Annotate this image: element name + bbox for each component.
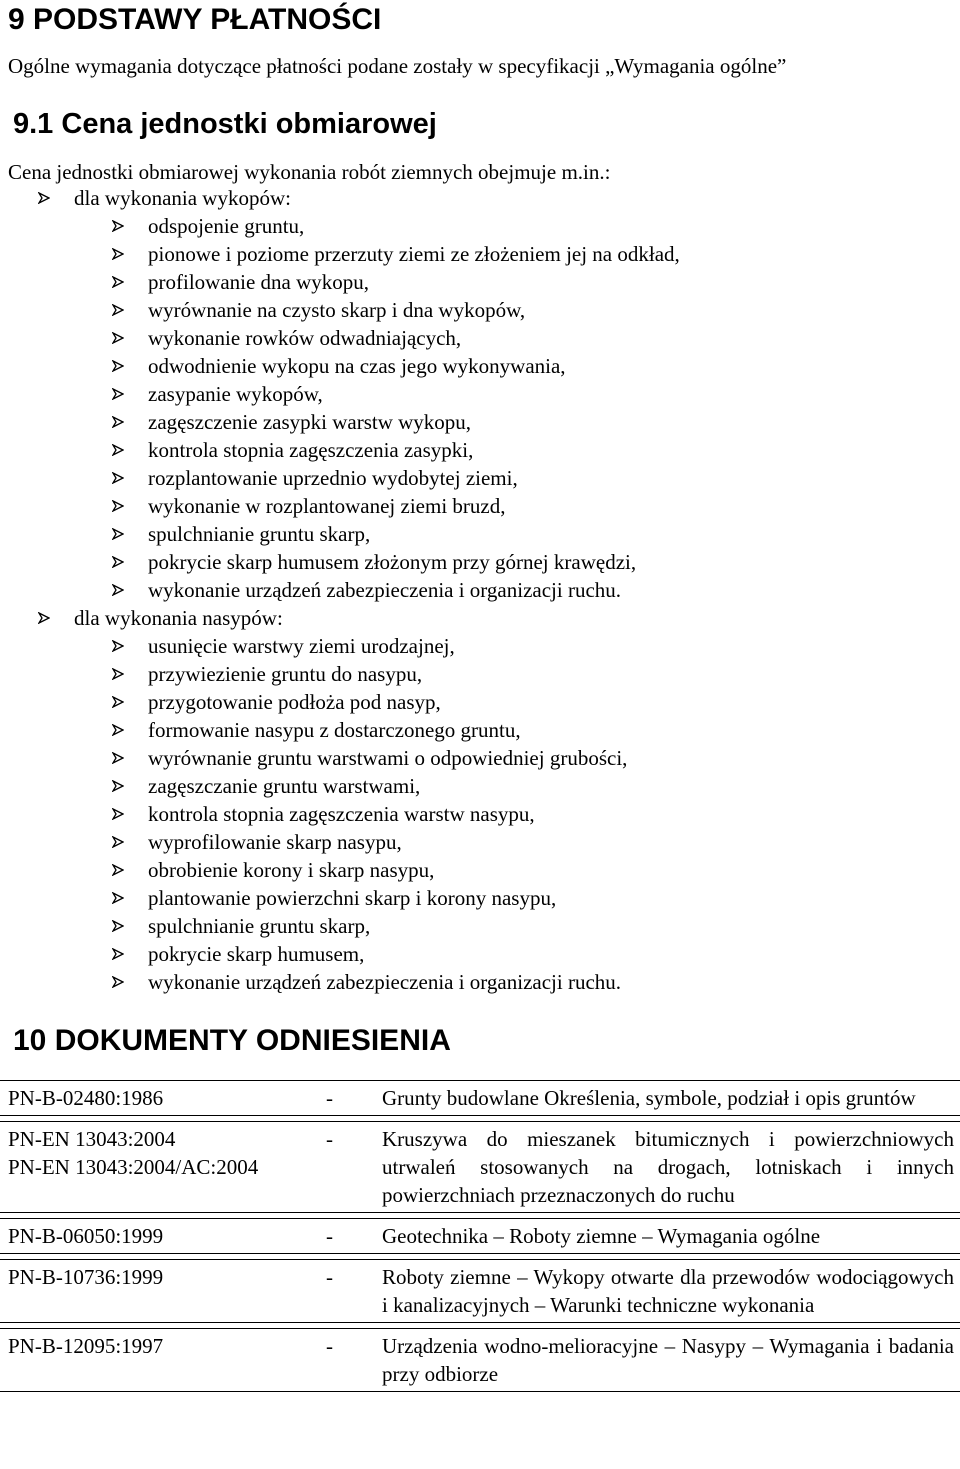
list-item-text: plantowanie powierzchni skarp i korony nasypu,: [148, 885, 557, 910]
list-item: [0, 408, 960, 436]
arrowhead-bullet-icon: [112, 920, 124, 932]
list-item: [0, 744, 960, 772]
reference-documents-table: [0, 1075, 960, 1397]
list-item: [0, 352, 960, 380]
arrowhead-bullet-icon: [112, 304, 124, 316]
list-item: [0, 268, 960, 296]
list-item-text: zagęszczanie gruntu warstwami,: [148, 773, 421, 798]
list-item-text: pokrycie skarp humusem,: [148, 941, 365, 966]
section-9-1-title: 9.1 Cena jednostki obmiarowej: [13, 108, 437, 140]
arrowhead-bullet-icon: [112, 892, 124, 904]
standard-description: Urządzenia wodno-melioracyjne – Nasypy – Wymagania i badania przy odbiorze: [382, 1328, 960, 1392]
table-row: [0, 1259, 960, 1323]
standard-code: PN-B-10736:1999: [8, 1265, 164, 1289]
list-item-text: wyrównanie gruntu warstwami o odpowiedniej grubości,: [148, 745, 628, 770]
list-item: [0, 548, 960, 576]
arrowhead-bullet-icon: [112, 584, 124, 596]
group-heading-text: dla wykonania wykopów:: [74, 185, 291, 210]
list-item: [0, 520, 960, 548]
list-item-text: przywiezienie gruntu do nasypu,: [148, 661, 423, 686]
list-item-text: wykonanie w rozplantowanej ziemi bruzd,: [148, 493, 506, 518]
list-item-text: kontrola stopnia zagęszczenia zasypki,: [148, 437, 474, 462]
list-item-text: wykonanie urządzeń zabezpieczenia i organizacji ruchu.: [148, 969, 622, 994]
list-item-text: przygotowanie podłoża pod nasyp,: [148, 689, 441, 714]
arrowhead-bullet-icon: [112, 668, 124, 680]
standard-description: Grunty budowlane Określenia, symbole, podział i opis gruntów: [382, 1080, 960, 1116]
list-item-text: spulchnianie gruntu skarp,: [148, 913, 371, 938]
standard-code: PN-B-06050:1999: [8, 1224, 164, 1248]
list-item-text: formowanie nasypu z dostarczonego gruntu,: [148, 717, 521, 742]
list-item-text: spulchnianie gruntu skarp,: [148, 521, 371, 546]
list-item: [0, 968, 960, 996]
arrowhead-bullet-icon: [112, 332, 124, 344]
list-item: [0, 492, 960, 520]
list-item-text: odwodnienie wykopu na czas jego wykonywania,: [148, 353, 566, 378]
arrowhead-bullet-icon: [38, 192, 50, 204]
standard-code: PN-B-12095:1997: [8, 1334, 164, 1358]
arrowhead-bullet-icon: [112, 808, 124, 820]
arrowhead-bullet-icon: [112, 556, 124, 568]
list-item: [0, 464, 960, 492]
list-item-text: profilowanie dna wykopu,: [148, 269, 370, 294]
list-item-text: rozplantowanie uprzednio wydobytej ziemi,: [148, 465, 518, 490]
standard-code-cell: [0, 1121, 318, 1213]
list-item: [0, 772, 960, 800]
list-item-text: obrobienie korony i skarp nasypu,: [148, 857, 435, 882]
standard-code: PN-EN 13043:2004: [8, 1127, 176, 1151]
table-row: [0, 1218, 960, 1254]
table-row: [0, 1328, 960, 1392]
standard-code: PN-EN 13043:2004/AC:2004: [8, 1155, 259, 1179]
list-item: [0, 912, 960, 940]
arrowhead-bullet-icon: [112, 444, 124, 456]
arrowhead-bullet-icon: [112, 724, 124, 736]
list-item: [0, 660, 960, 688]
list-item: [0, 380, 960, 408]
standard-code: PN-B-02480:1986: [8, 1086, 164, 1110]
standard-description: Roboty ziemne – Wykopy otwarte dla przewodów wodociągowych i kanalizacyjnych – Warunki techniczne wykonania: [382, 1259, 960, 1323]
arrowhead-bullet-icon: [112, 780, 124, 792]
table-row: [0, 1080, 960, 1116]
section-9-intro: Ogólne wymagania dotyczące płatności podane zostały w specyfikacji „Wymagania ogólne”: [8, 54, 787, 78]
standard-code-cell: [0, 1259, 318, 1323]
arrowhead-bullet-icon: [112, 836, 124, 848]
scope-of-work-list: [0, 184, 960, 996]
standard-code-cell: [0, 1080, 318, 1116]
list-item-text: pionowe i poziome przerzuty ziemi ze złożeniem jej na odkład,: [148, 241, 680, 266]
list-item-text: wykonanie rowków odwadniających,: [148, 325, 462, 350]
list-item-text: kontrola stopnia zagęszczenia warstw nasypu,: [148, 801, 535, 826]
list-item-text: zagęszczenie zasypki warstw wykopu,: [148, 409, 472, 434]
arrowhead-bullet-icon: [38, 612, 50, 624]
group-heading-text: dla wykonania nasypów:: [74, 605, 283, 630]
arrowhead-bullet-icon: [112, 696, 124, 708]
list-item: [0, 940, 960, 968]
list-item: [0, 240, 960, 268]
section-10-title: 10 DOKUMENTY ODNIESIENIA: [13, 1024, 451, 1057]
list-item-text: wyprofilowanie skarp nasypu,: [148, 829, 402, 854]
group-heading: [0, 604, 960, 632]
list-item: [0, 632, 960, 660]
section-9-1-intro: Cena jednostki obmiarowej wykonania robót ziemnych obejmuje m.in.:: [8, 160, 611, 184]
arrowhead-bullet-icon: [112, 276, 124, 288]
list-item: [0, 884, 960, 912]
arrowhead-bullet-icon: [112, 976, 124, 988]
list-item: [0, 212, 960, 240]
standard-code-cell: [0, 1328, 318, 1392]
standard-code-cell: [0, 1218, 318, 1254]
list-item: [0, 688, 960, 716]
arrowhead-bullet-icon: [112, 640, 124, 652]
list-item: [0, 800, 960, 828]
separator-dash: -: [318, 1328, 382, 1392]
table-row: [0, 1121, 960, 1213]
group-heading: [0, 184, 960, 212]
list-item: [0, 856, 960, 884]
list-item: [0, 436, 960, 464]
arrowhead-bullet-icon: [112, 416, 124, 428]
arrowhead-bullet-icon: [112, 528, 124, 540]
list-item-text: zasypanie wykopów,: [148, 381, 323, 406]
arrowhead-bullet-icon: [112, 388, 124, 400]
separator-dash: -: [318, 1218, 382, 1254]
arrowhead-bullet-icon: [112, 472, 124, 484]
arrowhead-bullet-icon: [112, 248, 124, 260]
list-item-text: wykonanie urządzeń zabezpieczenia i organizacji ruchu.: [148, 577, 622, 602]
list-item-text: wyrównanie na czysto skarp i dna wykopów,: [148, 297, 526, 322]
separator-dash: -: [318, 1259, 382, 1323]
separator-dash: -: [318, 1080, 382, 1116]
arrowhead-bullet-icon: [112, 864, 124, 876]
list-item: [0, 296, 960, 324]
arrowhead-bullet-icon: [112, 220, 124, 232]
list-item: [0, 324, 960, 352]
list-item: [0, 828, 960, 856]
arrowhead-bullet-icon: [112, 752, 124, 764]
arrowhead-bullet-icon: [112, 500, 124, 512]
standard-description: Geotechnika – Roboty ziemne – Wymagania ogólne: [382, 1218, 960, 1254]
list-item: [0, 716, 960, 744]
list-item-text: pokrycie skarp humusem złożonym przy górnej krawędzi,: [148, 549, 637, 574]
list-item: [0, 576, 960, 604]
list-item-text: odspojenie gruntu,: [148, 213, 305, 238]
arrowhead-bullet-icon: [112, 360, 124, 372]
section-9-title: 9 PODSTAWY PŁATNOŚCI: [8, 3, 382, 36]
standard-description: Kruszywa do mieszanek bitumicznych i powierzchniowych utrwaleń stosowanych na drogach, lotniskach i innych powierzchniach przeznaczonych do ruchu: [382, 1121, 960, 1213]
arrowhead-bullet-icon: [112, 948, 124, 960]
separator-dash: -: [318, 1121, 382, 1213]
list-item-text: usunięcie warstwy ziemi urodzajnej,: [148, 633, 455, 658]
